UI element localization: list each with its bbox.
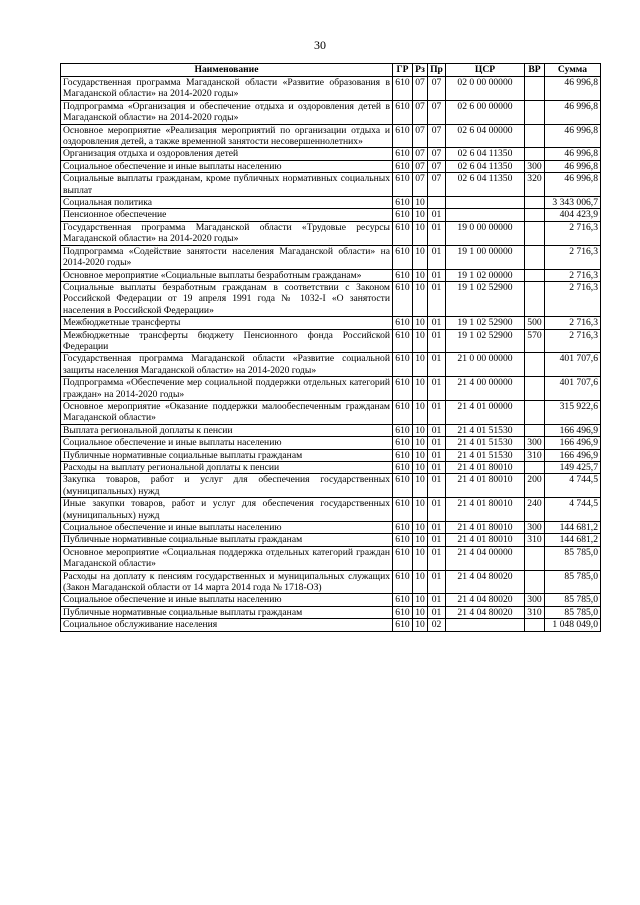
- header-rz: Рз: [413, 64, 428, 77]
- cell-vr: 300: [525, 437, 545, 449]
- cell-pr: 01: [428, 424, 446, 436]
- header-gr: ГР: [393, 64, 413, 77]
- cell-sum: 85 785,0: [545, 546, 601, 570]
- table-row: [61, 400, 601, 424]
- cell-sum: 46 996,8: [545, 173, 601, 197]
- cell-gr: 610: [393, 606, 413, 618]
- cell-pr: 01: [428, 462, 446, 474]
- cell-csr: 21 4 04 80020: [446, 606, 525, 618]
- cell-rz: 10: [413, 221, 428, 245]
- table-row: [61, 570, 601, 594]
- cell-gr: 610: [393, 329, 413, 353]
- cell-vr: [525, 221, 545, 245]
- cell-gr: 610: [393, 209, 413, 221]
- cell-rz: 10: [413, 197, 428, 209]
- cell-sum: 404 423,9: [545, 209, 601, 221]
- cell-csr: 21 4 01 80010: [446, 474, 525, 498]
- cell-vr: [525, 148, 545, 160]
- cell-rz: 10: [413, 245, 428, 269]
- table-row: [61, 160, 601, 172]
- cell-vr: 310: [525, 606, 545, 618]
- cell-pr: 01: [428, 269, 446, 281]
- cell-sum: 401 707,6: [545, 377, 601, 401]
- cell-gr: 610: [393, 619, 413, 631]
- cell-csr: 21 4 01 80010: [446, 462, 525, 474]
- cell-rz: 07: [413, 173, 428, 197]
- table-row: [61, 474, 601, 498]
- cell-pr: [428, 197, 446, 209]
- cell-name: Основное мероприятие «Социальная поддержка отдельных категорий граждан Магаданской области»: [61, 546, 393, 570]
- table-row: [61, 124, 601, 148]
- table-row: [61, 269, 601, 281]
- cell-csr: 21 4 04 80020: [446, 570, 525, 594]
- cell-rz: 10: [413, 546, 428, 570]
- cell-sum: 2 716,3: [545, 317, 601, 329]
- cell-gr: 610: [393, 400, 413, 424]
- cell-name: Публичные нормативные социальные выплаты гражданам: [61, 449, 393, 461]
- cell-csr: 21 4 01 51530: [446, 424, 525, 436]
- cell-sum: 46 996,8: [545, 124, 601, 148]
- table-row: [61, 317, 601, 329]
- cell-sum: 4 744,5: [545, 474, 601, 498]
- cell-sum: 2 716,3: [545, 269, 601, 281]
- cell-rz: 10: [413, 377, 428, 401]
- cell-sum: 3 343 006,7: [545, 197, 601, 209]
- cell-sum: 85 785,0: [545, 606, 601, 618]
- table-row: [61, 100, 601, 124]
- cell-gr: 610: [393, 317, 413, 329]
- cell-rz: 07: [413, 160, 428, 172]
- cell-rz: 10: [413, 437, 428, 449]
- cell-rz: 10: [413, 462, 428, 474]
- table-row: [61, 329, 601, 353]
- table-row: [61, 522, 601, 534]
- cell-name: Межбюджетные трансферты бюджету Пенсионного фонда Российской Федерации: [61, 329, 393, 353]
- cell-pr: 01: [428, 317, 446, 329]
- cell-gr: 610: [393, 570, 413, 594]
- cell-name: Расходы на доплату к пенсиям государственных и муниципальных служащих (Закон Магаданской области от 14 марта 2014 года № 1718-ОЗ): [61, 570, 393, 594]
- cell-csr: 21 4 04 80020: [446, 594, 525, 606]
- cell-name: Государственная программа Магаданской области «Трудовые ресурсы Магаданской области» на 2014-2020 годы»: [61, 221, 393, 245]
- cell-pr: 01: [428, 534, 446, 546]
- cell-name: Подпрограмма «Организация и обеспечение отдыха и оздоровления детей в Магаданской области» на 2014-2020 годы»: [61, 100, 393, 124]
- cell-sum: 2 716,3: [545, 329, 601, 353]
- cell-vr: [525, 424, 545, 436]
- table-row: [61, 209, 601, 221]
- cell-vr: 320: [525, 173, 545, 197]
- cell-vr: [525, 209, 545, 221]
- table-row: [61, 148, 601, 160]
- cell-csr: 21 4 00 00000: [446, 377, 525, 401]
- cell-vr: [525, 100, 545, 124]
- cell-vr: 570: [525, 329, 545, 353]
- cell-name: Основное мероприятие «Оказание поддержки малообеспеченным гражданам Магаданской области»: [61, 400, 393, 424]
- cell-gr: 610: [393, 77, 413, 101]
- cell-name: Государственная программа Магаданской области «Развитие образования в Магаданской области» на 2014-2020 годы»: [61, 77, 393, 101]
- cell-gr: 610: [393, 424, 413, 436]
- table-row: [61, 437, 601, 449]
- cell-gr: 610: [393, 100, 413, 124]
- cell-vr: 500: [525, 317, 545, 329]
- cell-rz: 10: [413, 269, 428, 281]
- cell-csr: 02 6 04 11350: [446, 148, 525, 160]
- cell-name: Публичные нормативные социальные выплаты гражданам: [61, 534, 393, 546]
- cell-name: Иные закупки товаров, работ и услуг для обеспечения государственных (муниципальных) нужд: [61, 498, 393, 522]
- cell-rz: 10: [413, 424, 428, 436]
- cell-gr: 610: [393, 474, 413, 498]
- table-row: [61, 77, 601, 101]
- header-row: [61, 64, 601, 77]
- cell-rz: 10: [413, 474, 428, 498]
- cell-sum: 46 996,8: [545, 160, 601, 172]
- cell-pr: 01: [428, 377, 446, 401]
- table-body: [61, 77, 601, 632]
- cell-csr: 21 4 01 51530: [446, 449, 525, 461]
- cell-gr: 610: [393, 221, 413, 245]
- cell-vr: [525, 546, 545, 570]
- cell-sum: 46 996,8: [545, 100, 601, 124]
- cell-name: Межбюджетные трансферты: [61, 317, 393, 329]
- cell-csr: 21 4 01 51530: [446, 437, 525, 449]
- cell-csr: 19 1 02 52900: [446, 329, 525, 353]
- cell-pr: 01: [428, 329, 446, 353]
- table-row: [61, 534, 601, 546]
- header-pr: Пр: [428, 64, 446, 77]
- cell-rz: 10: [413, 594, 428, 606]
- page-number: 30: [314, 38, 326, 52]
- cell-pr: 01: [428, 353, 446, 377]
- cell-pr: 01: [428, 245, 446, 269]
- cell-pr: 01: [428, 498, 446, 522]
- cell-pr: 07: [428, 173, 446, 197]
- cell-sum: 166 496,9: [545, 437, 601, 449]
- cell-rz: 10: [413, 522, 428, 534]
- cell-csr: 21 4 01 80010: [446, 498, 525, 522]
- cell-sum: 166 496,9: [545, 424, 601, 436]
- cell-csr: 19 1 02 52900: [446, 317, 525, 329]
- cell-vr: 240: [525, 498, 545, 522]
- table-row: [61, 619, 601, 631]
- cell-gr: 610: [393, 148, 413, 160]
- cell-sum: 85 785,0: [545, 594, 601, 606]
- cell-rz: 10: [413, 400, 428, 424]
- cell-vr: 310: [525, 449, 545, 461]
- cell-rz: 10: [413, 498, 428, 522]
- budget-table: [60, 63, 601, 632]
- cell-vr: [525, 269, 545, 281]
- cell-pr: 01: [428, 546, 446, 570]
- cell-gr: 610: [393, 124, 413, 148]
- cell-vr: [525, 245, 545, 269]
- cell-csr: [446, 197, 525, 209]
- header-sum: Сумма: [545, 64, 601, 77]
- cell-pr: 01: [428, 281, 446, 316]
- cell-pr: 01: [428, 522, 446, 534]
- cell-rz: 10: [413, 449, 428, 461]
- cell-name: Социальное обеспечение и иные выплаты населению: [61, 522, 393, 534]
- table-row: [61, 353, 601, 377]
- cell-pr: 01: [428, 449, 446, 461]
- cell-name: Социальное обслуживание населения: [61, 619, 393, 631]
- table-row: [61, 424, 601, 436]
- cell-vr: 310: [525, 534, 545, 546]
- cell-csr: 21 4 01 00000: [446, 400, 525, 424]
- cell-sum: 166 496,9: [545, 449, 601, 461]
- cell-csr: 02 0 00 00000: [446, 77, 525, 101]
- cell-sum: 315 922,6: [545, 400, 601, 424]
- cell-sum: 46 996,8: [545, 148, 601, 160]
- cell-rz: 10: [413, 329, 428, 353]
- cell-gr: 610: [393, 522, 413, 534]
- cell-name: Расходы на выплату региональной доплаты к пенсии: [61, 462, 393, 474]
- cell-name: Социальное обеспечение и иные выплаты населению: [61, 160, 393, 172]
- cell-vr: 300: [525, 160, 545, 172]
- cell-vr: [525, 400, 545, 424]
- cell-rz: 07: [413, 124, 428, 148]
- cell-sum: 149 425,7: [545, 462, 601, 474]
- table-row: [61, 221, 601, 245]
- table-row: [61, 245, 601, 269]
- table-row: [61, 197, 601, 209]
- cell-vr: [525, 353, 545, 377]
- cell-name: Подпрограмма «Содействие занятости населения Магаданской области» на 2014-2020 годы»: [61, 245, 393, 269]
- table-row: [61, 498, 601, 522]
- cell-rz: 10: [413, 209, 428, 221]
- cell-rz: 07: [413, 77, 428, 101]
- cell-rz: 07: [413, 100, 428, 124]
- table-row: [61, 377, 601, 401]
- cell-gr: 610: [393, 534, 413, 546]
- cell-gr: 610: [393, 173, 413, 197]
- cell-name: Социальное обеспечение и иные выплаты населению: [61, 437, 393, 449]
- cell-name: Основное мероприятие «Социальные выплаты безработным гражданам»: [61, 269, 393, 281]
- cell-gr: 610: [393, 594, 413, 606]
- cell-csr: 21 0 00 00000: [446, 353, 525, 377]
- cell-pr: 07: [428, 77, 446, 101]
- cell-pr: 01: [428, 606, 446, 618]
- cell-name: Социальные выплаты гражданам, кроме публичных нормативных социальных выплат: [61, 173, 393, 197]
- cell-rz: 10: [413, 281, 428, 316]
- cell-vr: [525, 281, 545, 316]
- cell-gr: 610: [393, 546, 413, 570]
- cell-gr: 610: [393, 245, 413, 269]
- cell-gr: 610: [393, 160, 413, 172]
- header-vr: ВР: [525, 64, 545, 77]
- cell-gr: 610: [393, 353, 413, 377]
- cell-csr: 02 6 04 11350: [446, 173, 525, 197]
- cell-gr: 610: [393, 498, 413, 522]
- cell-vr: [525, 77, 545, 101]
- cell-sum: 46 996,8: [545, 77, 601, 101]
- cell-rz: 07: [413, 148, 428, 160]
- cell-vr: [525, 124, 545, 148]
- cell-name: Государственная программа Магаданской области «Развитие социальной защиты населения Магаданской области» на 2014-2020 годы»: [61, 353, 393, 377]
- cell-csr: [446, 619, 525, 631]
- cell-pr: 01: [428, 594, 446, 606]
- cell-pr: 01: [428, 221, 446, 245]
- cell-pr: 01: [428, 474, 446, 498]
- cell-name: Социальные выплаты безработным гражданам в соответствии с Законом Российской Федерации от 19 апреля 1991 года № 1032-I «О занятости населения в Российской Федерации»: [61, 281, 393, 316]
- table-row: [61, 594, 601, 606]
- cell-vr: 300: [525, 594, 545, 606]
- cell-rz: 10: [413, 619, 428, 631]
- cell-csr: [446, 209, 525, 221]
- cell-vr: [525, 377, 545, 401]
- cell-csr: 21 4 01 80010: [446, 534, 525, 546]
- table-row: [61, 546, 601, 570]
- table-row: [61, 449, 601, 461]
- cell-sum: 401 707,6: [545, 353, 601, 377]
- cell-csr: 02 6 04 11350: [446, 160, 525, 172]
- cell-sum: 1 048 049,0: [545, 619, 601, 631]
- cell-pr: 07: [428, 148, 446, 160]
- cell-vr: [525, 619, 545, 631]
- cell-name: Закупка товаров, работ и услуг для обеспечения государственных (муниципальных) нужд: [61, 474, 393, 498]
- cell-pr: 01: [428, 400, 446, 424]
- cell-pr: 01: [428, 570, 446, 594]
- cell-vr: [525, 570, 545, 594]
- cell-vr: [525, 462, 545, 474]
- cell-name: Пенсионное обеспечение: [61, 209, 393, 221]
- cell-rz: 10: [413, 534, 428, 546]
- cell-name: Выплата региональной доплаты к пенсии: [61, 424, 393, 436]
- cell-gr: 610: [393, 269, 413, 281]
- cell-rz: 10: [413, 570, 428, 594]
- cell-gr: 610: [393, 437, 413, 449]
- cell-rz: 10: [413, 353, 428, 377]
- cell-sum: 4 744,5: [545, 498, 601, 522]
- cell-name: Подпрограмма «Обеспечение мер социальной поддержки отдельных категорий граждан» на 2014-2020 годы»: [61, 377, 393, 401]
- cell-name: Организация отдыха и оздоровления детей: [61, 148, 393, 160]
- cell-name: Основное мероприятие «Реализация мероприятий по организации отдыха и оздоровления детей, а также временной занятости несовершеннолетних»: [61, 124, 393, 148]
- cell-csr: 02 6 04 00000: [446, 124, 525, 148]
- cell-pr: 07: [428, 100, 446, 124]
- cell-csr: 19 1 02 52900: [446, 281, 525, 316]
- table-header: [61, 64, 601, 77]
- cell-gr: 610: [393, 197, 413, 209]
- cell-vr: 300: [525, 522, 545, 534]
- cell-rz: 10: [413, 606, 428, 618]
- cell-sum: 2 716,3: [545, 281, 601, 316]
- cell-sum: 85 785,0: [545, 570, 601, 594]
- cell-pr: 07: [428, 124, 446, 148]
- cell-gr: 610: [393, 462, 413, 474]
- cell-gr: 610: [393, 281, 413, 316]
- cell-vr: 200: [525, 474, 545, 498]
- cell-csr: 19 1 02 00000: [446, 269, 525, 281]
- cell-sum: 2 716,3: [545, 221, 601, 245]
- cell-name: Социальная политика: [61, 197, 393, 209]
- cell-vr: [525, 197, 545, 209]
- cell-rz: 10: [413, 317, 428, 329]
- header-csr: ЦСР: [446, 64, 525, 77]
- table-row: [61, 173, 601, 197]
- cell-csr: 21 4 01 80010: [446, 522, 525, 534]
- table-row: [61, 606, 601, 618]
- cell-sum: 144 681,2: [545, 534, 601, 546]
- table-row: [61, 462, 601, 474]
- header-name: Наименование: [61, 64, 393, 77]
- cell-csr: 02 6 00 00000: [446, 100, 525, 124]
- cell-csr: 19 1 00 00000: [446, 245, 525, 269]
- cell-name: Социальное обеспечение и иные выплаты населению: [61, 594, 393, 606]
- cell-gr: 610: [393, 449, 413, 461]
- table-row: [61, 281, 601, 316]
- cell-gr: 610: [393, 377, 413, 401]
- cell-csr: 21 4 04 00000: [446, 546, 525, 570]
- cell-sum: 144 681,2: [545, 522, 601, 534]
- cell-name: Публичные нормативные социальные выплаты гражданам: [61, 606, 393, 618]
- cell-sum: 2 716,3: [545, 245, 601, 269]
- cell-pr: 01: [428, 209, 446, 221]
- cell-csr: 19 0 00 00000: [446, 221, 525, 245]
- cell-pr: 01: [428, 437, 446, 449]
- cell-pr: 07: [428, 160, 446, 172]
- cell-pr: 02: [428, 619, 446, 631]
